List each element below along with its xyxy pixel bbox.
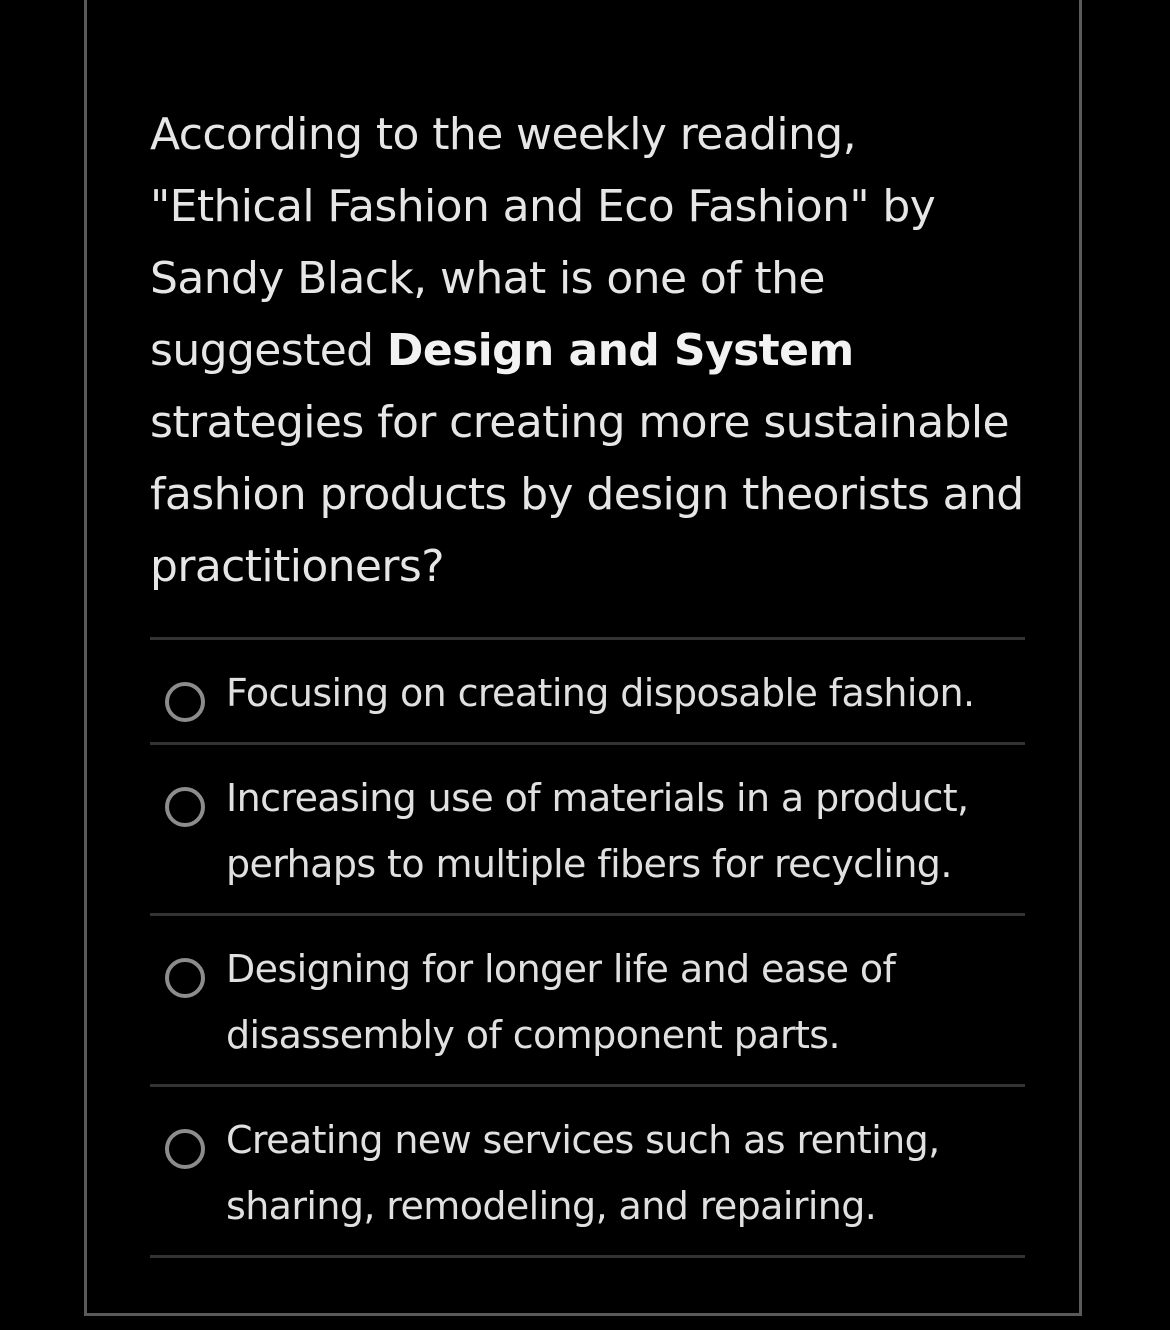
radio-button-icon[interactable]: [165, 787, 205, 827]
option-4-label: Creating new services such as renting, sharing, remodeling, and repairing.: [226, 1118, 940, 1228]
question-text: [150, 99, 1030, 603]
option-1[interactable]: [150, 640, 1025, 745]
radio-button-icon[interactable]: [165, 682, 205, 722]
option-1-label: Focusing on creating disposable fashion.: [226, 671, 975, 715]
question-text-before: According to the weekly reading, "Ethical Fashion and Eco Fashion" by Sandy Black, what is one of the suggested: [150, 109, 936, 376]
answer-options: [150, 637, 1025, 1258]
option-2[interactable]: [150, 745, 1025, 916]
question-card: [84, 0, 1082, 1316]
question-emphasis: Design and System: [386, 325, 854, 376]
radio-button-icon[interactable]: [165, 958, 205, 998]
option-3-label: Designing for longer life and ease of disassembly of component parts.: [226, 947, 896, 1057]
option-2-label: Increasing use of materials in a product, perhaps to multiple fibers for recycling.: [226, 776, 969, 886]
question-text-after: strategies for creating more sustainable fashion products by design theorists and practitioners?: [150, 397, 1024, 592]
option-3[interactable]: [150, 916, 1025, 1087]
radio-button-icon[interactable]: [165, 1129, 205, 1169]
option-4[interactable]: [150, 1087, 1025, 1258]
